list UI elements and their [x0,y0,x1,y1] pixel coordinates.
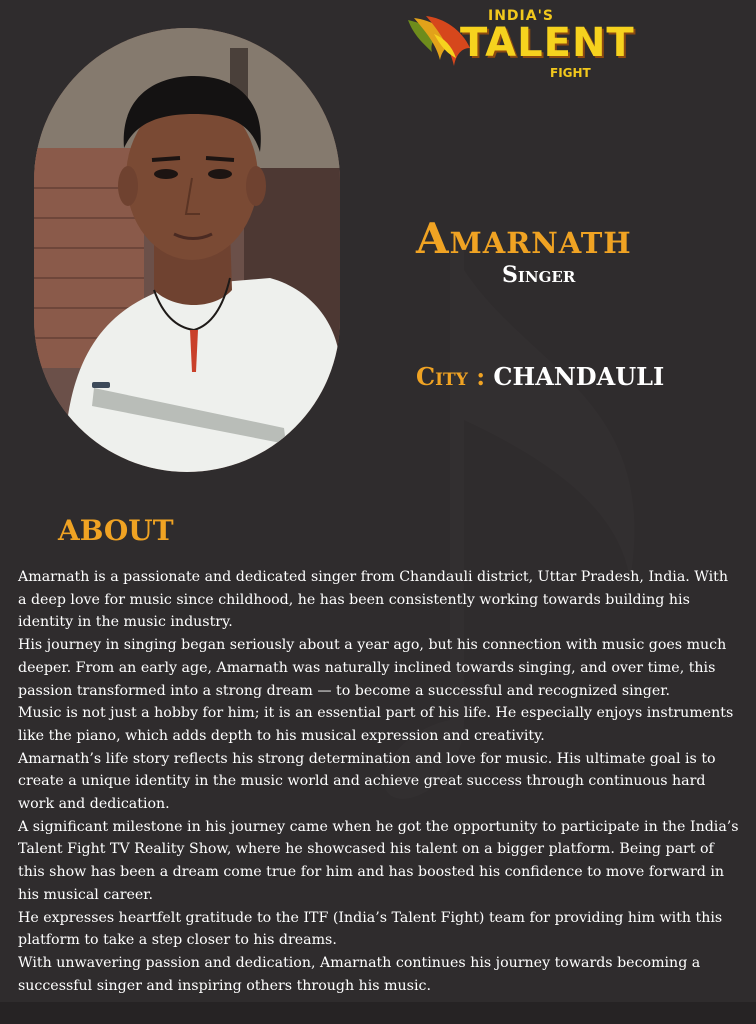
logo-line-2: TALENT [460,20,635,66]
india-talent-fight-logo [404,8,635,88]
profile-city [416,362,664,391]
about-paragraph: Amarnath’s life story reflects his strong determination and love for music. His ultimate goal is to create a unique identity in the music world and achieve great success through continuous hard work and dedication. [18,750,716,813]
city-label: City : [416,362,486,391]
about-paragraph: With unwavering passion and dedication, Amarnath continues his journey towards becoming a successful singer and inspiring others through his music. [18,954,701,994]
profile-photo [34,28,340,472]
profile-name: Amarnath [416,214,632,263]
bottom-band [0,1002,756,1024]
about-paragraph: He expresses heartfelt gratitude to the ITF (India’s Talent Fight) team for providing him with this platform to take a step closer to his dreams. [18,909,723,949]
city-value: CHANDAULI [493,362,665,391]
about-paragraph: Amarnath is a passionate and dedicated singer from Chandauli district, Uttar Pradesh, India. With a deep love for music since childhood, he has been consistently working towards building his identity in the music industry. [18,569,729,631]
about-paragraph: A significant milestone in his journey came when he got the opportunity to participate in the India’s Talent Fight TV Reality Show, where he showcased his talent on a bigger platform. Being part of this show has been a dream come true for him and has boosted his confidence to move forward in his musical career. [18,818,739,903]
about-text [18,566,740,997]
logo-line-1: INDIA'S [488,8,554,24]
about-heading: ABOUT [58,514,174,547]
profile-role: Singer [502,262,576,288]
about-paragraph: His journey in singing began seriously about a year ago, but his connection with music goes much deeper. From an early age, Amarnath was naturally inclined towards singing, and over time, this passion transformed into a strong dream — to become a successful and recognized singer. [18,637,727,699]
portrait-illustration [34,28,340,472]
about-paragraph: Music is not just a hobby for him; it is an essential part of his life. He especially enjoys instruments like the piano, which adds depth to his musical expression and creativity. [18,705,734,744]
logo-line-3: FIGHT [550,66,591,80]
